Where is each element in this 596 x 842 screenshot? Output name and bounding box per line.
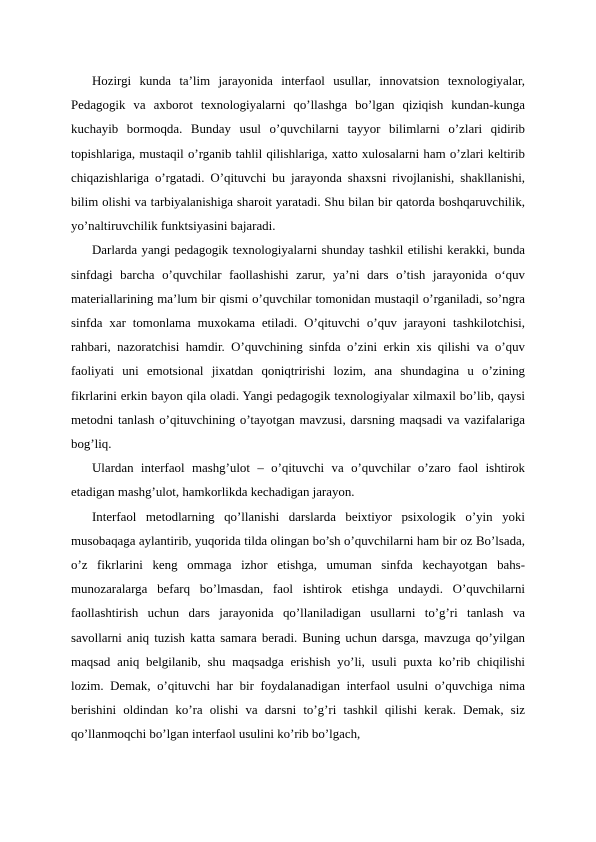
paragraph-4: Interfaol metodlarning qo’llanishi darslarda beixtiyor psixologik o’yin yoki musobaqaga aylantirib, yuqorida tilda olingan bo’sh o’quvchilarni ham bir oz Bo’lsada, o’z fikrlarini keng ommaga izhor etishga, umuman sinfda kechayotgan bahs-munozaralarga befarq bo’lmasdan, faol ishtirok etishga undaydi. O’quvchilarni faollashtirish uchun dars jarayonida qo’llaniladigan usullarni to’g’ri tanlash va savollarni aniq tuzish katta samara beradi. Buning uchun darsga, mavzuga qo’yilgan maqsad aniq belgilanib, shu maqsadga erishish yo’li, usuli puxta ko’rib chiqilishi lozim. Demak, o’qituvchi har bir foydalanadigan interfaol usulni o’quvchiga nima berishini oldindan ko’ra olishi va darsni to’g’ri tashkil qilishi kerak. Demak, siz qo’llanmoqchi bo’lgan interfaol usulini ko’rib bo’lgach, xyxy=(71,509,525,742)
document-body xyxy=(71,69,525,747)
paragraph-3: Ulardan interfaol mashg’ulot – o’qituvchi va o’quvchilar o’zaro faol ishtirok etadigan mashg’ulot, hamkorlikda kechadigan jarayon. xyxy=(71,461,525,500)
paragraph-2: Darlarda yangi pedagogik texnologiyalarni shunday tashkil etilishi kerakki, bunda sinfdagi barcha o’quvchilar faollashishi zarur, ya’ni dars o’tish jarayonida o‘quv materiallarining ma’lum bir qismi o’quvchilar tomonidan mustaqil o’rganiladi, so’ngra sinfda xar tomonlama muxokama etiladi. O’qituvchi o’quv jarayoni tashkilotchisi, rahbari, nazoratchisi hamdir. O’quvchining sinfda o’zini erkin xis qilishi va o’quv faoliyati uni emotsional jixatdan qoniqtririshi lozim, ana shundagina u o’zining fikrlarini erkin bayon qila oladi. Yangi pedagogik texnologiyalar xilmaxil bo’lib, qaysi metodni tanlash o’qituvchining o’tayotgan mavzusi, darsning maqsadi va vazifalariga bog’liq. xyxy=(71,243,525,452)
paragraph-1: Hozirgi kunda ta’lim jarayonida interfaol usullar, innovatsion texnologiyalar, Pedagogik va axborot texnologiyalarni qo’llashga bo’lgan qiziqish kundan-kunga kuchayib bormoqda. Bunday usul o’quvchilarni tayyor bilimlarni o’zlari qidirib topishlariga, mustaqil o’rganib tahlil qilishlariga, xatto xulosalarni ham o’zlari keltirib chiqazishlariga o’rgatadi. O’qituvchi bu jarayonda shaxsni rivojlanishi, shakllanishi, bilim olishi va tarbiyalanishiga sharoit yaratadi. Shu bilan bir qatorda boshqaruvchilik, yo’naltiruvchilik funktsiyasini bajaradi. xyxy=(71,74,525,234)
